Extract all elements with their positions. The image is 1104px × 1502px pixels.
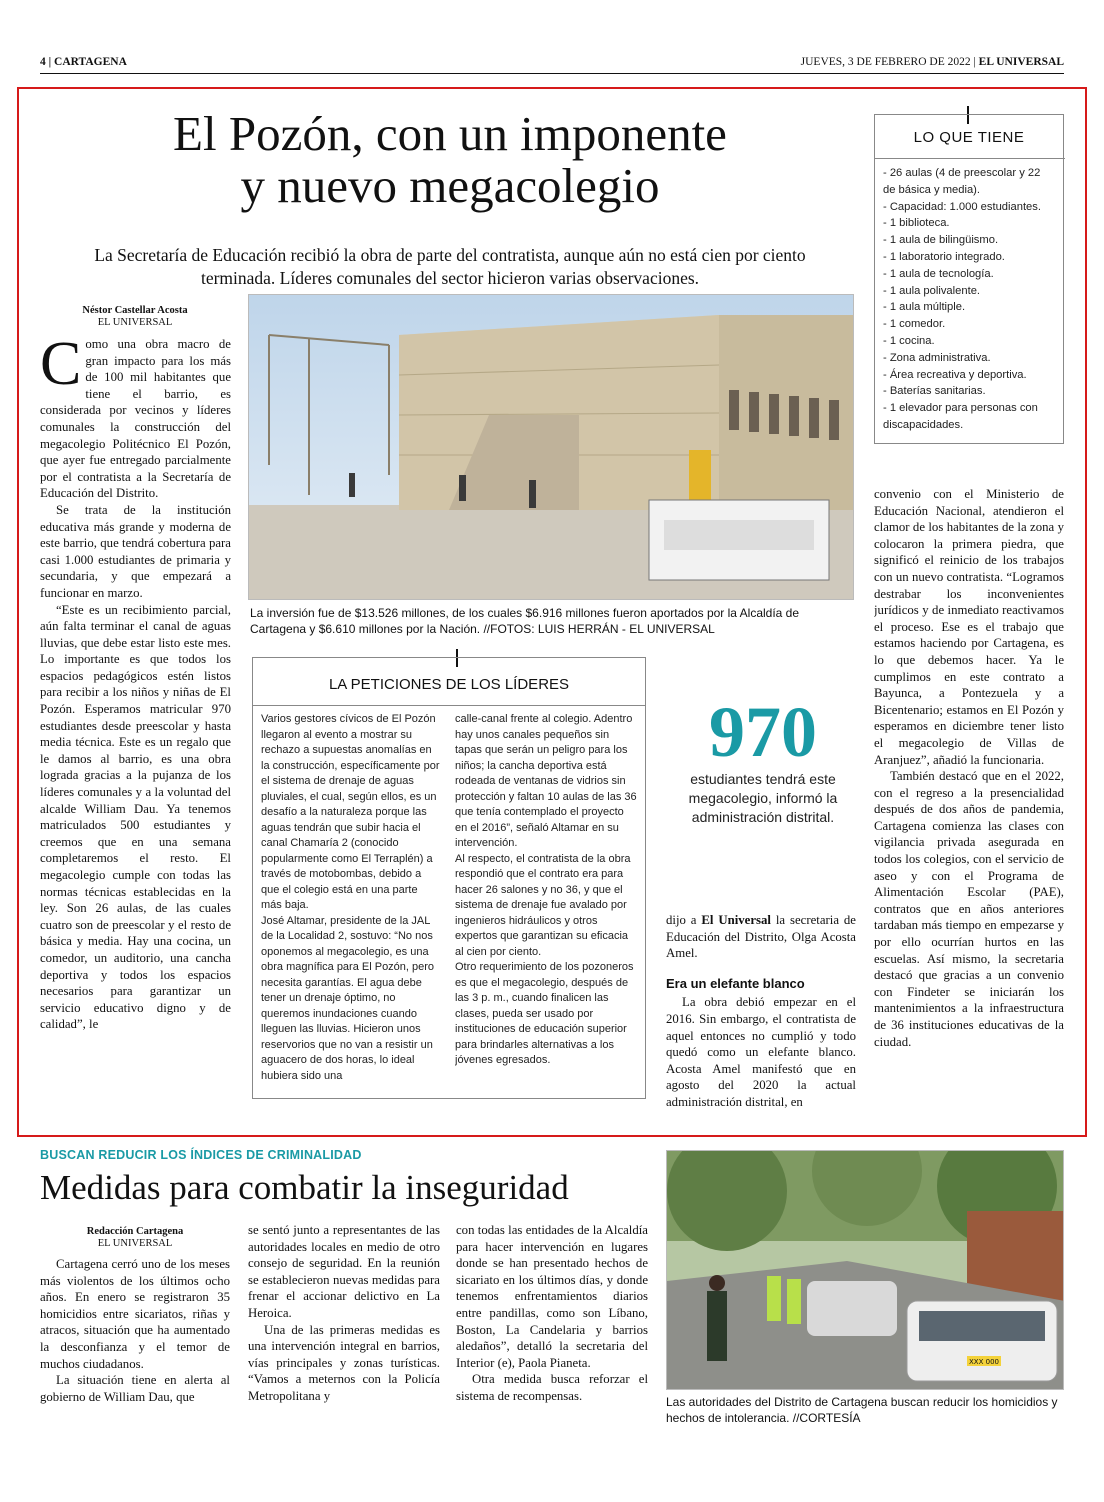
- text-run: la secretaria de Educación del Distrito, Olga Acosta Amel.: [666, 913, 856, 961]
- article-column-1: [40, 336, 231, 1126]
- list-item: - 1 cocina.: [883, 334, 935, 347]
- petitions-title: LA PETICIONES DE LOS LÍDERES: [328, 676, 570, 693]
- paragraph: se sentó junto a representantes de las autoridades locales en medio de otro consejo de seguridad. En la reunión se establecieron nuevas medidas para frenar el accionar delictivo en La Heroica.: [248, 1223, 440, 1320]
- petitions-column-2: [455, 712, 637, 1098]
- article-column-4: [874, 486, 1064, 1126]
- paragraph: La obra debió empezar en el 2016. Sin embargo, el contratista de aquel entonces no cumplió y todo quedó como un elefante blanco. Acosta Amel manifestó que en agosto del 2020 la actual administración distrital, en: [666, 995, 856, 1109]
- paragraph: convenio con el Ministerio de Educación Nacional, atendieron el clamor de los habitantes de la zona y colocaron la primera piedra, que significó el reinicio de los trabajos con un nuevo contratista. “Logramos destrabar los inconvenientes jurídicos y de inmediato reactivamos el proceso. Ese es el trabajo que estamos haciendo por Cartagena, es lo que debemos hacer. Ya le cumplimos en este contrato a Bayunca, a Pontezuela y a Bicentenario; estamos en El Pozón y esperamos en diciembre tener listo el megacolegio de Villas de Aranjuez”, añadió la funcionaria.: [874, 487, 1064, 767]
- text-run: dijo a: [666, 913, 702, 927]
- sidebox-rule: [875, 158, 1065, 159]
- article-deck: La Secretaría de Educación recibió la obra de parte del contratista, aunque aún no está cien por ciento terminada. Líderes comunales del sector hicieron varias observaciones.: [94, 245, 806, 288]
- highlight-text: estudiantes tendrá este megacolegio, informó la administración distrital.: [688, 771, 838, 825]
- list-item: - 1 comedor.: [883, 318, 946, 331]
- article2-byline: [40, 1226, 230, 1250]
- article2-column-3: [456, 1222, 648, 1426]
- article2-column-1: [40, 1256, 230, 1426]
- list-item: - 26 aulas (4 de preescolar y 22 de básica y media).: [883, 167, 1041, 196]
- paragraph: La situación tiene en alerta al gobierno de William Dau, que: [40, 1373, 230, 1404]
- license-plate-text: XXX 000: [969, 1358, 999, 1366]
- paragraph: con todas las entidades de la Alcaldía para hacer intervención en lugares donde se han presentado hechos de sicariato en los últimos días, y donde tenemos enfrentamientos diarios entre pandillas, como son Líbano, Boston, La Candelaria y barrios aledaños”, detalló la secretaria del Interior (e), Paola Pianeta.: [456, 1223, 648, 1370]
- paragraph: omo una obra macro de gran impacto para los más de 100 mil habitantes que tiene el barrio, es considerada por vecinos y líderes comunales la construcción del megacolegio Politécnico El Pozón, que ayer fue entregado parcialmente por el contratista a la Secretaría de Educación del Distrito.: [40, 337, 231, 501]
- facilities-sidebox: [874, 114, 1064, 444]
- issue-date: JUEVES, 3 DE FEBRERO DE 2022: [800, 56, 971, 68]
- byline-name: Néstor Castellar Acosta: [82, 305, 188, 316]
- header-rule: [40, 73, 1064, 74]
- list-item: - 1 aula de bilingüismo.: [883, 234, 999, 247]
- school-building-photo: [248, 294, 854, 600]
- sidebox-title: LO QUE TIENE: [913, 129, 1025, 146]
- petitions-rule: [253, 705, 645, 706]
- paragraph: Otra medida busca reforzar el sistema de recompensas.: [456, 1372, 648, 1403]
- paragraph: Se trata de la institución educativa más grande y moderna de este barrio, que tendrá cobertura para casi 1.000 estudiantes de primaria y secundaria, y que empezará a funcionar en marzo.: [40, 502, 231, 600]
- article-byline: [40, 305, 230, 329]
- list-item: - Zona administrativa.: [883, 351, 991, 364]
- article-column-3: [666, 912, 856, 1122]
- page-dateline: JUEVES, 3 DE FEBRERO DE 2022 | EL UNIVERSAL: [800, 56, 1064, 68]
- page-section: 4 | CARTAGENA: [40, 56, 127, 68]
- facilities-list: [875, 165, 1063, 434]
- list-item: - 1 aula de tecnología.: [883, 267, 994, 280]
- section-name: CARTAGENA: [54, 56, 127, 68]
- paragraph: [666, 912, 856, 962]
- paragraph: Una de las primeras medidas es una intervención integral en barrios, vías principales y zonas turísticas. “Vamos a meternos con la Policía Metropolitana y: [248, 1322, 440, 1403]
- article2-title: Medidas para combatir la inseguridad: [40, 1168, 569, 1207]
- petitions-column-1: [261, 712, 441, 1098]
- article2-kicker: BUSCAN REDUCIR LOS ÍNDICES DE CRIMINALIDAD: [40, 1148, 362, 1162]
- title-line-1: El Pozón, con un imponente: [173, 106, 727, 161]
- page-number: 4: [40, 56, 46, 68]
- list-item: - 1 biblioteca.: [883, 217, 950, 230]
- page-header: [40, 56, 1064, 72]
- paragraph: “Este es un recibimiento parcial, aún falta terminar el canal de aguas lluvias, que debe estar listo este mes. Lo importante es que todos los espacios pedagógicos estén listos para recibir a los niños y niñas de El Pozón. Esperamos matricular 970 estudiantes desde preescolar y hasta media técnica. Este es un regalo que le damos al barrio, es una obra lograda gracias a la pujanza de los líderes comunales y a la voluntad del alcalde William Dau. Ya tenemos matriculados 500 estudiantes y creemos que en una semana completaremos el resto. El megacolegio cumple con todas las normas técnicas establecidas en la ley. Son 26 aulas, de las cuales cuatro son de preescolar y el resto de básica y media. Hay una cocina, un comedor, un auditorio, una cancha deportiva y todos los espacios necesarios para garantizar un servicio educativo digno y de calidad”, le: [40, 602, 231, 1032]
- byline-name: Redacción Cartagena: [86, 1226, 184, 1237]
- paper-name: EL UNIVERSAL: [978, 56, 1064, 68]
- photo2-caption: Las autoridades del Distrito de Cartagena buscan reducir los homicidios y hechos de intolerancia. //CORTESÍA: [666, 1395, 1058, 1425]
- list-item: - 1 laboratorio integrado.: [883, 250, 1005, 263]
- article-title: [40, 108, 860, 212]
- paragraph: José Altamar, presidente de la JAL de la Localidad 2, sostuvo: “No nos oponemos al megacolegio, es una obra magnífica para El Pozón, pero necesita garantías. El agua debe tener un drenaje óptimo, no queremos inundaciones cuando lleguen las lluvias. Hicieron unos reservorios que no van a resistir un aguacero de dos horas, lo ideal hubiera sido una: [261, 914, 435, 1082]
- list-item: - Área recreativa y deportiva.: [883, 368, 1027, 381]
- title-line-2: y nuevo megacolegio: [240, 158, 660, 213]
- subhead: Era un elefante blanco: [666, 975, 805, 991]
- paper-name-bold: El Universal: [701, 913, 771, 927]
- list-item: - Capacidad: 1.000 estudiantes.: [883, 200, 1041, 213]
- paragraph: Cartagena cerró uno de los meses más violentos de los últimos ocho años. En enero se registraron 35 homicidios entre sicariatos, riñas y atracos, situación que ha aumentado la desconfianza y el temor de muchos ciudadanos.: [40, 1257, 230, 1371]
- highlight-number: 970: [709, 692, 817, 772]
- drop-cap: C: [40, 336, 82, 398]
- paragraph: También destacó que en el 2022, con el regreso a la presencialidad después de dos años de pandemia, Cartagena comienza las clases con vigilancia privada asegurada en todos los colegios, con el servicio de aseo y con el Programa de Alimentación Escolar (PAE), contratos que en años anteriores tardaban más tiempo en empezarse y por ello ocurrían hurtos en las escuelas. Así mismo, la secretaria destacó que gracias a un convenio con Findeter se iniciarán los mantenimientos a la infraestructura de 36 instituciones educativas de la ciudad.: [874, 769, 1064, 1049]
- paragraph: calle-canal frente al colegio. Adentro hay unos canales pequeños sin tapas que serán un peligro para los niños; la cancha deportiva está rodeada de ventanas de vidrios sin protección y faltan 10 aulas de las 36 que tenía contemplado el proyecto en el 2016”, señaló Altamar en su intervención.: [455, 713, 637, 849]
- traffic-police-photo: [666, 1150, 1064, 1390]
- paragraph: Al respecto, el contratista de la obra respondió que el contrato era para hacer 26 salones y no 36, y que el sistema de drenaje fue avalado por ingenieros hidráulicos y otros expertos que garantizan su eficacia al cien por ciento.: [455, 852, 631, 958]
- photo-caption: La inversión fue de $13.526 millones, de los cuales $6.916 millones fueron aportados por la Alcaldía de Cartagena y $6.610 millones por la Nación. //FOTOS: LUIS HERRÁN - EL UNIVERSAL: [250, 606, 800, 636]
- byline-org: EL UNIVERSAL: [97, 317, 173, 328]
- paragraph: Varios gestores cívicos de El Pozón llegaron al evento a mostrar su rechazo a supuestas anomalías en la construcción, específicamente por el sistema de drenaje de aguas pluviales, el cual, según ellos, es un desafío a la naturaleza porque las aguas tendrán que subir hacia el canal Chamaría 2 (conocido popularmente como El Terraplén) a través de motobombas, debido a que el colegio está en una parte más baja.: [261, 713, 440, 911]
- article2-column-2: [248, 1222, 440, 1426]
- list-item: - Baterías sanitarias.: [883, 385, 986, 398]
- list-item: - 1 aula polivalente.: [883, 284, 981, 297]
- paragraph: Otro requerimiento de los pozoneros es que el megacolegio, después de las 3 p. m., cuando finalicen las clases, pueda ser usado por instituciones de educación superior para brindarles alternativas a los jóvenes egresados.: [455, 961, 634, 1066]
- list-item: - 1 elevador para personas con discapacidades.: [883, 402, 1038, 431]
- list-item: - 1 aula múltiple.: [883, 301, 966, 314]
- byline-org: EL UNIVERSAL: [97, 1238, 173, 1249]
